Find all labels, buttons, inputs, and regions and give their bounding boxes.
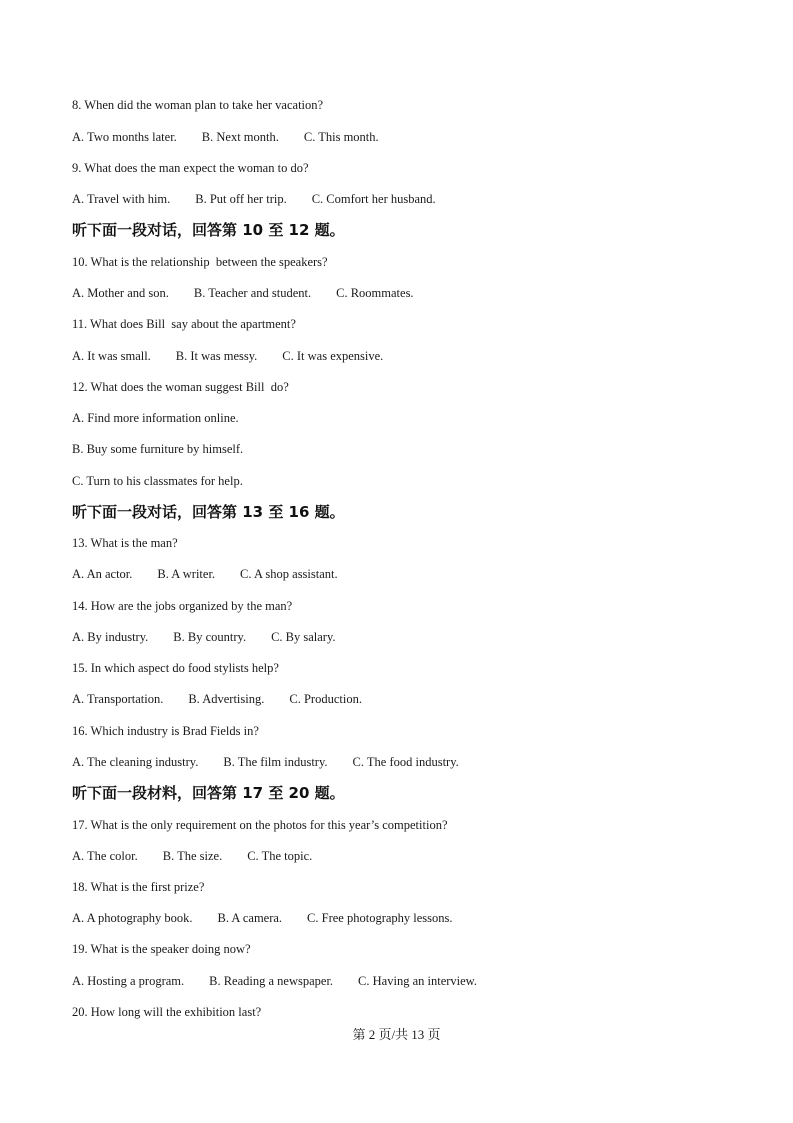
question-16: 16. Which industry is Brad Fields in?	[72, 724, 259, 738]
question-20: 20. How long will the exhibition last?	[72, 1005, 262, 1019]
option-12-c: C. Turn to his classmates for help.	[72, 474, 243, 488]
question-15: 15. In which aspect do food stylists help?	[72, 661, 279, 675]
options-11: A. It was small. B. It was messy. C. It was expensive.	[72, 349, 384, 363]
option-12-a: A. Find more information online.	[72, 411, 239, 425]
question-12: 12. What does the woman suggest Bill do?	[72, 380, 289, 394]
section-heading-10-12: 听下面一段对话，回答第 10 至 12 题。	[72, 221, 345, 239]
page-footer: 第 2 页/共 13 页	[352, 1027, 441, 1042]
options-17: A. The color. B. The size. C. The topic.	[72, 849, 313, 863]
question-13: 13. What is the man?	[72, 536, 178, 550]
question-9: 9. What does the man expect the woman to do?	[72, 161, 309, 175]
option-12-b: B. Buy some furniture by himself.	[72, 442, 244, 456]
question-17: 17. What is the only requirement on the photos for this year’s competition?	[72, 818, 448, 832]
question-19: 19. What is the speaker doing now?	[72, 942, 251, 956]
options-14: A. By industry. B. By country. C. By salary.	[72, 630, 336, 644]
options-9: A. Travel with him. B. Put off her trip. C. Comfort her husband.	[72, 192, 436, 206]
section-heading-13-16: 听下面一段对话，回答第 13 至 16 题。	[72, 503, 345, 521]
options-13: A. An actor. B. A writer. C. A shop assistant.	[72, 567, 338, 581]
options-15: A. Transportation. B. Advertising. C. Production.	[72, 692, 362, 706]
question-11: 11. What does Bill say about the apartment?	[72, 317, 296, 331]
question-14: 14. How are the jobs organized by the man?	[72, 599, 293, 613]
question-18: 18. What is the first prize?	[72, 880, 205, 894]
options-8: A. Two months later. B. Next month. C. This month.	[72, 130, 379, 144]
options-16: A. The cleaning industry. B. The film industry. C. The food industry.	[72, 755, 459, 769]
question-8: 8. When did the woman plan to take her vacation?	[72, 98, 324, 112]
question-10: 10. What is the relationship between the speakers?	[72, 255, 328, 269]
options-19: A. Hosting a program. B. Reading a newspaper. C. Having an interview.	[72, 974, 478, 988]
options-10: A. Mother and son. B. Teacher and student. C. Roommates.	[72, 286, 414, 300]
section-heading-17-20: 听下面一段材料，回答第 17 至 20 题。	[72, 784, 345, 802]
options-18: A. A photography book. B. A camera. C. Free photography lessons.	[72, 911, 453, 925]
